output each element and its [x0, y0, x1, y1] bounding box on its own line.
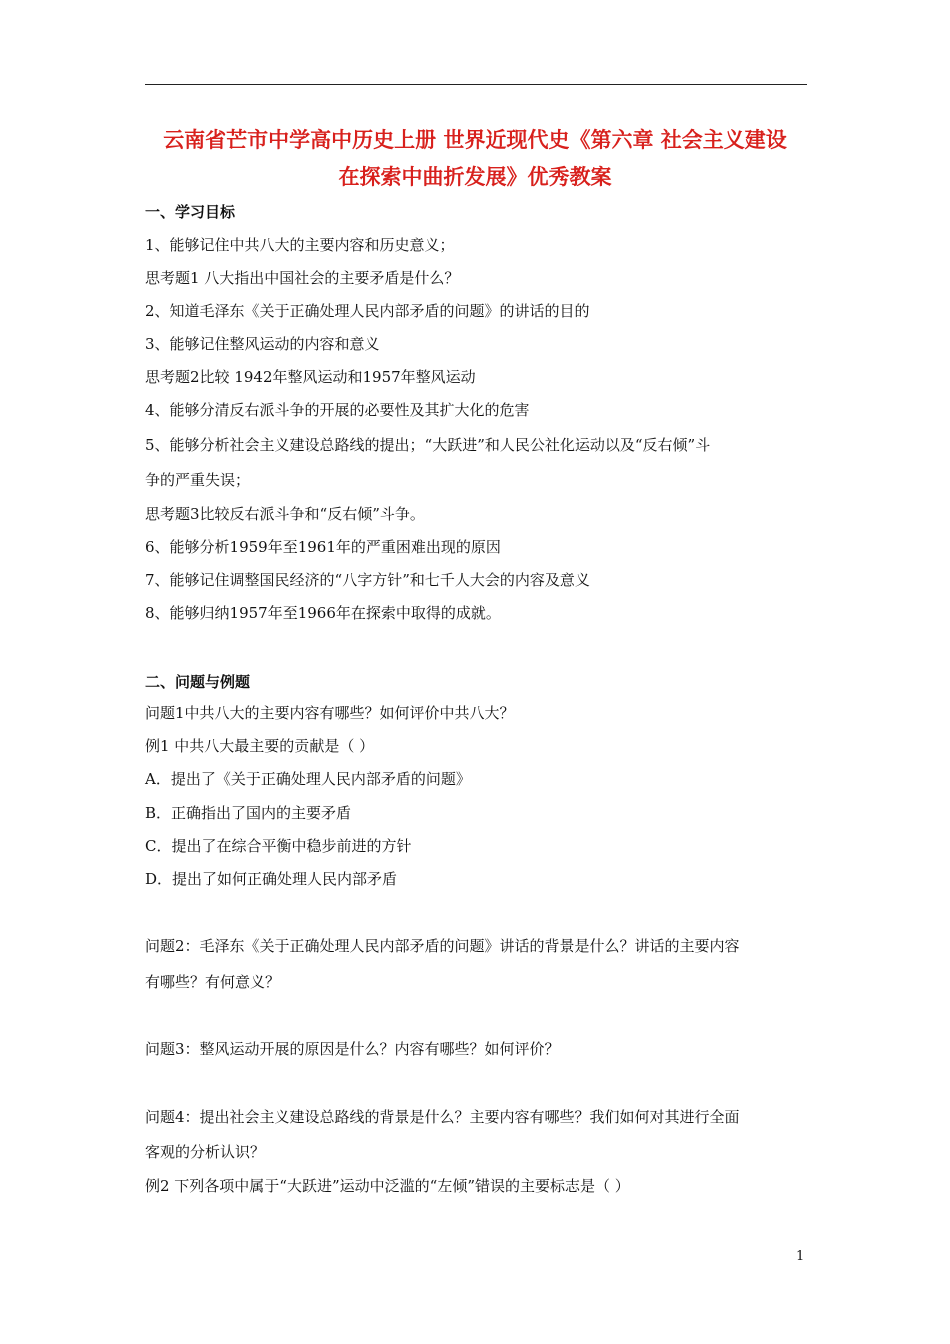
question-line: 问题4：提出社会主义建设总路线的背景是什么？主要内容有哪些？我们如何对其进行全面 [145, 1108, 740, 1126]
objective-line: 7、能够记住调整国民经济的“八字方针”和七千人大会的内容及意义 [145, 571, 590, 589]
objective-line: 5、能够分析社会主义建设总路线的提出；“大跃进”和人民公社化运动以及“反右倾”斗 [145, 436, 711, 454]
example-line: 例1 中共八大最主要的贡献是（ ） [145, 737, 375, 755]
objective-line: 争的严重失误； [145, 471, 251, 489]
objective-line: 6、能够分析1959年至1961年的严重困难出现的原因 [145, 538, 501, 556]
section-heading-questions: 二、问题与例题 [145, 673, 251, 691]
example-line: 例2 下列各项中属于“大跃进”运动中泛滥的“左倾”错误的主要标志是（ ） [145, 1177, 630, 1195]
objective-line: 2、知道毛泽东《关于正确处理人民内部矛盾的问题》的讲话的目的 [145, 302, 590, 320]
section-heading-objectives: 一、学习目标 [145, 203, 236, 221]
objective-line: 思考题2比较 1942年整风运动和1957年整风运动 [145, 368, 476, 386]
document-title-line-2: 在探索中曲折发展》优秀教案 [338, 165, 612, 189]
objective-line: 思考题3比较反右派斗争和“反右倾”斗争。 [145, 505, 425, 523]
page-number: 1 [796, 1249, 805, 1264]
objective-line: 4、能够分清反右派斗争的开展的必要性及其扩大化的危害 [145, 401, 530, 419]
document-title-line-1: 云南省芒市中学高中历史上册 世界近现代史《第六章 社会主义建设 [163, 128, 787, 152]
option-line: C．提出了在综合平衡中稳步前进的方针 [145, 837, 412, 855]
question-line: 有哪些？有何意义？ [145, 973, 281, 991]
objective-line: 思考题1 八大指出中国社会的主要矛盾是什么？ [145, 269, 460, 287]
objective-line: 3、能够记住整风运动的内容和意义 [145, 335, 380, 353]
objective-line: 1、能够记住中共八大的主要内容和历史意义； [145, 236, 455, 254]
question-line: 问题2：毛泽东《关于正确处理人民内部矛盾的问题》讲话的背景是什么？讲话的主要内容 [145, 937, 740, 955]
objective-line: 8、能够归纳1957年至1966年在探索中取得的成就。 [145, 604, 501, 622]
option-line: B．正确指出了国内的主要矛盾 [145, 804, 352, 822]
option-line: A．提出了《关于正确处理人民内部矛盾的问题》 [145, 770, 471, 788]
option-line: D．提出了如何正确处理人民内部矛盾 [145, 870, 398, 888]
question-line: 客观的分析认识？ [145, 1143, 266, 1161]
question-line: 问题1中共八大的主要内容有哪些？如何评价中共八大？ [145, 704, 515, 722]
question-line: 问题3：整风运动开展的原因是什么？内容有哪些？如何评价？ [145, 1040, 560, 1058]
header-rule [145, 84, 807, 85]
